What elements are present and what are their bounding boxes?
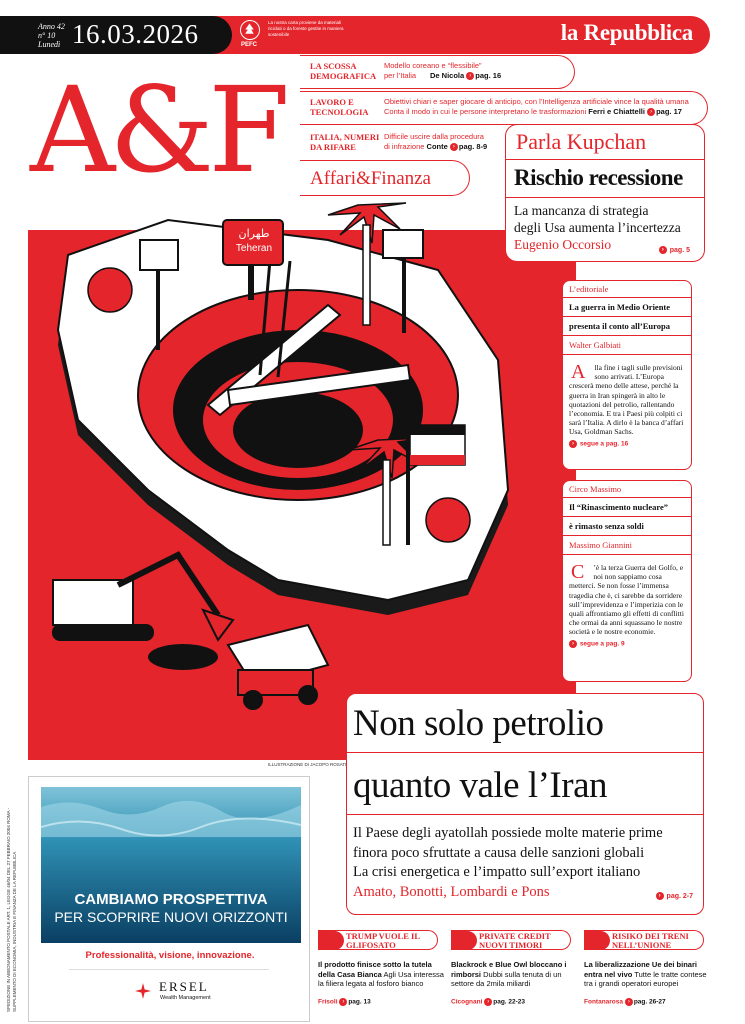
teaser-text: Dubbi sulla tenuta di un settore da 2mila miliardi xyxy=(451,969,562,988)
kupchan-body-2: degli Usa aumenta l’incertezza xyxy=(514,220,681,235)
kupchan-page: pag. 5 xyxy=(669,246,690,254)
teaser-lead: Blackrock e Blue Owl bloccano i rimborsi xyxy=(451,960,567,979)
teaser-page: pag. 26-27 xyxy=(633,998,666,1006)
editorial-title-2: presenta il conto all’Europa xyxy=(563,317,691,336)
index-summary: Modello coreano e “flessibile” per l’Italia xyxy=(384,61,482,80)
circo-title-1: Il “Rinascimento nucleare” xyxy=(563,498,691,517)
arrow-icon: › xyxy=(656,892,664,900)
issue-number: n° 10 xyxy=(38,31,56,40)
teaser-author: Fontanarosa xyxy=(584,998,624,1006)
arrow-icon: › xyxy=(625,998,633,1006)
editorial-box[interactable] xyxy=(562,280,692,470)
editorial-dropcap: A xyxy=(571,361,586,383)
illustration-credit: ILLUSTRAZIONE DI JACOPO ROSATI xyxy=(268,762,347,767)
index-text xyxy=(384,132,487,152)
index-italia[interactable] xyxy=(300,127,505,161)
teaser-title: PRIVATE CREDIT NUOVI TIMORI xyxy=(479,931,551,950)
arrow-icon: › xyxy=(569,440,577,448)
ad-brand-sub: Wealth Management xyxy=(160,995,211,1001)
index-author: Conte xyxy=(426,142,448,151)
index-page: pag. 8-9 xyxy=(458,142,488,151)
ad-tagline: Professionalità, visione, innovazione. xyxy=(85,950,255,961)
kupchan-author: Eugenio Occorsio xyxy=(514,237,612,252)
main-authors: Amato, Bonotti, Lombardi e Pons xyxy=(353,883,550,900)
main-body-1: Il Paese degli ayatollah possiede molte materie prime xyxy=(353,825,663,841)
masthead-logo[interactable]: la Repubblica xyxy=(560,20,693,45)
circo-author: Massimo Giannini xyxy=(563,536,691,555)
arrow-icon: › xyxy=(647,108,655,116)
main-ref xyxy=(656,892,693,900)
pefc-tree-icon xyxy=(240,20,260,40)
iran-illustration xyxy=(28,175,576,760)
circo-more xyxy=(563,637,691,651)
main-page: pag. 2-7 xyxy=(666,892,693,900)
pefc-label: PEFC xyxy=(241,42,258,48)
kupchan-ref xyxy=(659,246,690,254)
editorial-title-1: La guerra in Medio Oriente xyxy=(563,298,691,317)
main-story-box[interactable] xyxy=(346,693,704,915)
editorial-kicker: L’editoriale xyxy=(563,281,691,298)
index-text xyxy=(384,61,502,81)
issue-date: 16.03.2026 xyxy=(72,19,199,49)
teaser-text: Tutte le tratte contese tra i grandi operatori europei xyxy=(584,969,707,988)
ad-headline: CAMBIAMO PROSPETTIVA xyxy=(74,891,268,908)
ad-divider xyxy=(69,969,269,970)
ad-brand: ERSEL xyxy=(159,979,209,994)
sign-latin: Teheran xyxy=(235,243,273,254)
issue-year: Anno 42 xyxy=(38,22,65,31)
arrow-icon: › xyxy=(466,72,474,80)
index-summary-2 xyxy=(384,107,689,117)
circo-dropcap: C xyxy=(571,561,585,583)
arrow-icon: › xyxy=(484,998,492,1006)
index-demografia[interactable] xyxy=(300,55,575,89)
teaser-body xyxy=(318,960,446,989)
circo-more-text: segue a pag. 9 xyxy=(579,640,625,648)
index-page: pag. 16 xyxy=(475,71,502,80)
pefc-note: La nostra carta proviene da materiali riciclati o da foreste gestite in maniera sostenibile xyxy=(268,20,344,37)
index-summary: Obiettivi chiari e saper giocare di anticipo, con l’Intelligenza artificiale vince la qualità umana xyxy=(384,97,689,106)
teaser-page: pag. 22-23 xyxy=(493,998,526,1006)
teaser-ref xyxy=(584,998,666,1006)
arrow-icon: › xyxy=(339,998,347,1006)
circo-title-2: è rimasto senza soldi xyxy=(563,517,691,536)
index-label: ITALIA, NUMERI DA RIFARE xyxy=(310,132,380,152)
date-pill xyxy=(0,16,232,54)
teaser-ref xyxy=(318,998,371,1006)
teaser-treni[interactable] xyxy=(584,930,712,1020)
kupchan-body-1: La mancanza di strategia xyxy=(514,203,649,218)
teaser-author: Frisoli xyxy=(318,998,338,1006)
teaser-lead: La liberalizzazione Ue dei binari entra nel vivo xyxy=(584,960,697,979)
teaser-ref xyxy=(451,998,525,1006)
main-body-2: finora poco sfruttate a causa delle sanzioni globali xyxy=(353,844,645,861)
kupchan-kicker: Parla Kupchan xyxy=(516,129,647,154)
issue-day: Lunedì xyxy=(38,40,61,49)
arrow-icon: › xyxy=(450,143,458,151)
teaser-author: Cicognani xyxy=(451,998,483,1006)
teaser-title: RISIKO DEI TRENI NELL’UNIONE xyxy=(612,931,689,950)
editorial-more-text: segue a pag. 16 xyxy=(579,440,629,448)
main-body-3: La crisi energetica e l’impatto sull’export italiano xyxy=(353,864,641,880)
postal-notice: SPEDIZIONE IN ABBONAMENTO POSTALE ART. 1, LEGGE 46/04 DEL 27 FEBBRAIO 2004 ROMA - SUPPLEMENTO DI ECONOMIA, INDUSTRIA E FINANZA DE LA REPUBBLICA xyxy=(6,807,17,1012)
ersel-ad[interactable] xyxy=(28,776,310,1022)
main-title-2: quanto vale l’Iran xyxy=(353,765,607,806)
teaser-glifosato[interactable] xyxy=(318,930,446,1020)
index-page: pag. 17 xyxy=(656,107,682,116)
arrow-icon: › xyxy=(569,640,577,648)
main-body xyxy=(353,824,663,902)
editorial-author: Walter Galbiati xyxy=(563,336,691,355)
teaser-body xyxy=(451,960,579,989)
main-divider-2 xyxy=(347,814,704,815)
teaser-body xyxy=(584,960,712,989)
kupchan-box[interactable] xyxy=(505,124,705,262)
circo-body: l’immensa tragedia che è, ci sarebbe da sorridere sull’imprevidenza e l’imperizia con le quali affrontiamo gli effetti di conflitti che ormai da anni squassano le nostre società e le nostre economie. xyxy=(569,581,684,637)
main-title-1: Non solo petrolio xyxy=(353,703,604,744)
editorial-body: lla fine i tagli sulle previsioni sono arrivati. L’Europa crescerà meno delle attese, perché la guerra in Iran spingerà in alto le quotazioni del petrolio, rallentando l’economia. E tra i Paesi più colpiti ci sarà l’Italia. A dirlo è la banca d’affari Usa, Goldman Sachs. xyxy=(569,363,684,437)
index-label: LAVORO E TECNOLOGIA xyxy=(310,97,369,117)
index-ref xyxy=(430,71,501,81)
editorial-more xyxy=(563,437,691,451)
issue-info xyxy=(38,22,65,49)
index-summary-2 xyxy=(384,142,487,152)
circo-text xyxy=(563,555,691,637)
circo-massimo-box[interactable] xyxy=(562,480,692,682)
kupchan-kicker-row xyxy=(506,125,704,160)
main-divider xyxy=(347,752,704,753)
arrow-icon: › xyxy=(659,246,667,254)
circo-body-lead: ’è la terza Guerra del Golfo, e noi non sappiamo cosa metterci. Se non fosse xyxy=(569,563,684,591)
index-author: De Nicola xyxy=(430,71,465,80)
af-label-text: Affari&Finanza xyxy=(310,168,431,189)
teaser-lead: Il prodotto finisce sotto la tutela della Casa Bianca xyxy=(318,960,432,979)
circo-kicker: Circo Massimo xyxy=(563,481,691,498)
kupchan-title-row xyxy=(506,160,704,198)
sign-arabic: طهران xyxy=(238,227,270,240)
index-label: LA SCOSSA DEMOGRAFICA xyxy=(310,61,377,81)
index-summary: Difficile uscire dalla procedura xyxy=(384,132,484,141)
top-bar xyxy=(0,16,745,54)
teaser-private-credit[interactable] xyxy=(451,930,579,1020)
index-lavoro[interactable] xyxy=(300,91,708,125)
kupchan-title: Rischio recessione xyxy=(514,165,683,190)
af-logo[interactable]: A&F xyxy=(30,61,285,199)
ad-subheadline: PER SCOPRIRE NUOVI ORIZZONTI xyxy=(54,909,288,925)
teaser-page: pag. 13 xyxy=(348,998,371,1006)
index-summary-line: Conta il modo in cui le persone interpretano le trasformazioni xyxy=(384,107,587,116)
index-summary-line: di infrazione xyxy=(384,142,425,151)
teaser-text: Agli Usa interessa la filiera legata al fosforo bianco xyxy=(318,969,444,988)
index-author: Ferri e Chiattelli xyxy=(588,107,645,116)
index-text xyxy=(384,97,689,117)
teaser-title: TRUMP VUOLE IL GLIFOSATO xyxy=(346,931,420,950)
ersel-logo-icon xyxy=(133,981,153,1001)
editorial-text xyxy=(563,355,691,437)
